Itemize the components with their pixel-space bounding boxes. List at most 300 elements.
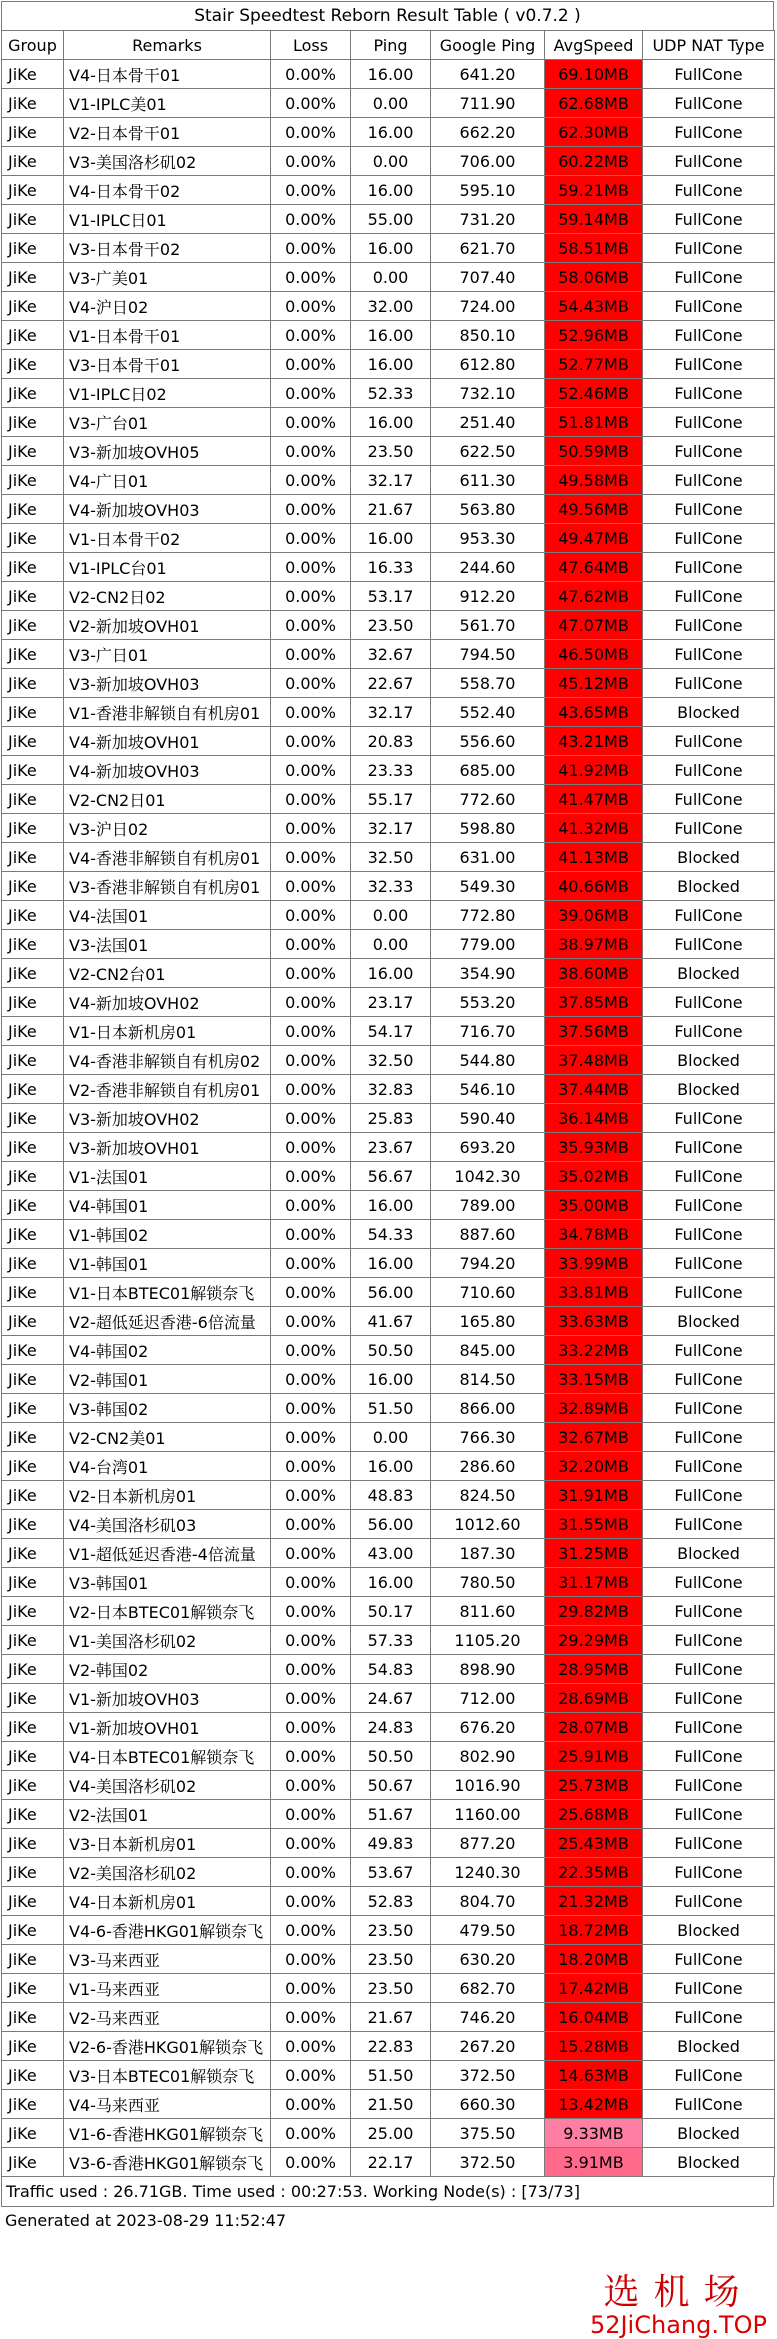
cell-avgspeed: 37.56MB bbox=[545, 1017, 643, 1046]
table-row bbox=[2, 466, 775, 495]
header-ping: Ping bbox=[351, 31, 431, 60]
cell-udp-nat-type: FullCone bbox=[643, 1974, 775, 2003]
cell-google-ping: 546.10 bbox=[431, 1075, 545, 1104]
cell-avgspeed: 18.72MB bbox=[545, 1916, 643, 1945]
cell-ping: 23.50 bbox=[351, 1916, 431, 1945]
cell-group: JiKe bbox=[2, 89, 64, 118]
cell-udp-nat-type: FullCone bbox=[643, 669, 775, 698]
cell-avgspeed: 14.63MB bbox=[545, 2061, 643, 2090]
cell-google-ping: 707.40 bbox=[431, 263, 545, 292]
table-row bbox=[2, 2119, 775, 2148]
cell-group: JiKe bbox=[2, 1046, 64, 1075]
cell-group: JiKe bbox=[2, 147, 64, 176]
cell-google-ping: 877.20 bbox=[431, 1829, 545, 1858]
header-loss: Loss bbox=[271, 31, 351, 60]
table-row bbox=[2, 582, 775, 611]
cell-udp-nat-type: FullCone bbox=[643, 1510, 775, 1539]
generated-timestamp: Generated at 2023-08-29 11:52:47 bbox=[5, 2211, 287, 2230]
cell-udp-nat-type: FullCone bbox=[643, 1452, 775, 1481]
cell-loss: 0.00% bbox=[271, 1568, 351, 1597]
cell-ping: 56.67 bbox=[351, 1162, 431, 1191]
cell-ping: 56.00 bbox=[351, 1510, 431, 1539]
table-row bbox=[2, 1742, 775, 1771]
cell-ping: 0.00 bbox=[351, 930, 431, 959]
cell-google-ping: 598.80 bbox=[431, 814, 545, 843]
cell-udp-nat-type: FullCone bbox=[643, 321, 775, 350]
cell-avgspeed: 22.35MB bbox=[545, 1858, 643, 1887]
cell-avgspeed: 45.12MB bbox=[545, 669, 643, 698]
cell-google-ping: 693.20 bbox=[431, 1133, 545, 1162]
cell-ping: 16.00 bbox=[351, 959, 431, 988]
cell-remarks: V2-日本骨干01 bbox=[64, 118, 271, 147]
cell-group: JiKe bbox=[2, 1742, 64, 1771]
cell-group: JiKe bbox=[2, 1626, 64, 1655]
cell-ping: 51.50 bbox=[351, 2061, 431, 2090]
table-row bbox=[2, 263, 775, 292]
cell-remarks: V3-日本BTEC01解锁奈飞 bbox=[64, 2061, 271, 2090]
cell-loss: 0.00% bbox=[271, 350, 351, 379]
cell-group: JiKe bbox=[2, 1104, 64, 1133]
cell-remarks: V4-沪日02 bbox=[64, 292, 271, 321]
cell-group: JiKe bbox=[2, 2148, 64, 2177]
cell-udp-nat-type: Blocked bbox=[643, 1075, 775, 1104]
cell-loss: 0.00% bbox=[271, 1249, 351, 1278]
cell-ping: 16.00 bbox=[351, 524, 431, 553]
cell-group: JiKe bbox=[2, 495, 64, 524]
cell-google-ping: 662.20 bbox=[431, 118, 545, 147]
cell-avgspeed: 33.81MB bbox=[545, 1278, 643, 1307]
cell-group: JiKe bbox=[2, 1945, 64, 1974]
cell-google-ping: 372.50 bbox=[431, 2148, 545, 2177]
cell-ping: 22.17 bbox=[351, 2148, 431, 2177]
cell-ping: 24.67 bbox=[351, 1684, 431, 1713]
table-row bbox=[2, 1162, 775, 1191]
cell-group: JiKe bbox=[2, 1191, 64, 1220]
cell-group: JiKe bbox=[2, 1336, 64, 1365]
cell-avgspeed: 41.13MB bbox=[545, 843, 643, 872]
cell-group: JiKe bbox=[2, 2090, 64, 2119]
cell-remarks: V1-新加坡OVH03 bbox=[64, 1684, 271, 1713]
cell-loss: 0.00% bbox=[271, 1916, 351, 1945]
cell-google-ping: 622.50 bbox=[431, 437, 545, 466]
cell-remarks: V4-法国01 bbox=[64, 901, 271, 930]
cell-loss: 0.00% bbox=[271, 1133, 351, 1162]
cell-loss: 0.00% bbox=[271, 292, 351, 321]
cell-ping: 21.67 bbox=[351, 2003, 431, 2032]
cell-ping: 54.83 bbox=[351, 1655, 431, 1684]
cell-group: JiKe bbox=[2, 466, 64, 495]
cell-avgspeed: 49.58MB bbox=[545, 466, 643, 495]
cell-avgspeed: 47.07MB bbox=[545, 611, 643, 640]
cell-ping: 23.50 bbox=[351, 437, 431, 466]
cell-group: JiKe bbox=[2, 988, 64, 1017]
table-row bbox=[2, 321, 775, 350]
table-row bbox=[2, 292, 775, 321]
cell-udp-nat-type: FullCone bbox=[643, 1365, 775, 1394]
cell-loss: 0.00% bbox=[271, 234, 351, 263]
cell-loss: 0.00% bbox=[271, 1597, 351, 1626]
cell-google-ping: 866.00 bbox=[431, 1394, 545, 1423]
table-body bbox=[2, 60, 775, 2177]
cell-avgspeed: 28.95MB bbox=[545, 1655, 643, 1684]
cell-udp-nat-type: Blocked bbox=[643, 698, 775, 727]
cell-udp-nat-type: FullCone bbox=[643, 1713, 775, 1742]
cell-ping: 25.83 bbox=[351, 1104, 431, 1133]
cell-loss: 0.00% bbox=[271, 1017, 351, 1046]
cell-google-ping: 612.80 bbox=[431, 350, 545, 379]
table-row bbox=[2, 988, 775, 1017]
cell-ping: 21.67 bbox=[351, 495, 431, 524]
cell-avgspeed: 36.14MB bbox=[545, 1104, 643, 1133]
cell-ping: 55.00 bbox=[351, 205, 431, 234]
cell-ping: 24.83 bbox=[351, 1713, 431, 1742]
cell-group: JiKe bbox=[2, 959, 64, 988]
cell-ping: 16.00 bbox=[351, 1191, 431, 1220]
table-row bbox=[2, 1626, 775, 1655]
cell-udp-nat-type: FullCone bbox=[643, 1684, 775, 1713]
cell-loss: 0.00% bbox=[271, 988, 351, 1017]
table-row bbox=[2, 1597, 775, 1626]
cell-remarks: V2-6-香港HKG01解锁奈飞 bbox=[64, 2032, 271, 2061]
cell-group: JiKe bbox=[2, 1481, 64, 1510]
cell-group: JiKe bbox=[2, 1133, 64, 1162]
cell-google-ping: 814.50 bbox=[431, 1365, 545, 1394]
cell-udp-nat-type: FullCone bbox=[643, 1278, 775, 1307]
cell-loss: 0.00% bbox=[271, 1510, 351, 1539]
cell-loss: 0.00% bbox=[271, 1075, 351, 1104]
cell-group: JiKe bbox=[2, 437, 64, 466]
cell-loss: 0.00% bbox=[271, 1684, 351, 1713]
table-row bbox=[2, 350, 775, 379]
cell-ping: 16.00 bbox=[351, 1365, 431, 1394]
cell-avgspeed: 59.21MB bbox=[545, 176, 643, 205]
table-row bbox=[2, 2032, 775, 2061]
cell-udp-nat-type: FullCone bbox=[643, 1568, 775, 1597]
cell-remarks: V3-6-香港HKG01解锁奈飞 bbox=[64, 2148, 271, 2177]
cell-remarks: V2-CN2台01 bbox=[64, 959, 271, 988]
cell-udp-nat-type: FullCone bbox=[643, 988, 775, 1017]
cell-ping: 52.33 bbox=[351, 379, 431, 408]
cell-google-ping: 912.20 bbox=[431, 582, 545, 611]
cell-remarks: V2-日本新机房01 bbox=[64, 1481, 271, 1510]
cell-remarks: V3-香港非解锁自有机房01 bbox=[64, 872, 271, 901]
cell-ping: 21.50 bbox=[351, 2090, 431, 2119]
cell-remarks: V3-日本骨干02 bbox=[64, 234, 271, 263]
cell-ping: 25.00 bbox=[351, 2119, 431, 2148]
cell-loss: 0.00% bbox=[271, 205, 351, 234]
cell-ping: 16.00 bbox=[351, 1249, 431, 1278]
cell-udp-nat-type: FullCone bbox=[643, 814, 775, 843]
cell-group: JiKe bbox=[2, 1713, 64, 1742]
cell-avgspeed: 28.07MB bbox=[545, 1713, 643, 1742]
cell-avgspeed: 60.22MB bbox=[545, 147, 643, 176]
cell-group: JiKe bbox=[2, 60, 64, 89]
cell-remarks: V1-新加坡OVH01 bbox=[64, 1713, 271, 1742]
cell-remarks: V4-韩国01 bbox=[64, 1191, 271, 1220]
cell-google-ping: 712.00 bbox=[431, 1684, 545, 1713]
cell-group: JiKe bbox=[2, 582, 64, 611]
cell-avgspeed: 46.50MB bbox=[545, 640, 643, 669]
table-row bbox=[2, 1829, 775, 1858]
cell-loss: 0.00% bbox=[271, 1945, 351, 1974]
table-row bbox=[2, 234, 775, 263]
cell-ping: 56.00 bbox=[351, 1278, 431, 1307]
cell-udp-nat-type: FullCone bbox=[643, 1133, 775, 1162]
cell-avgspeed: 25.68MB bbox=[545, 1800, 643, 1829]
table-row bbox=[2, 553, 775, 582]
cell-remarks: V2-新加坡OVH01 bbox=[64, 611, 271, 640]
cell-google-ping: 887.60 bbox=[431, 1220, 545, 1249]
result-table bbox=[1, 30, 775, 2177]
cell-google-ping: 1012.60 bbox=[431, 1510, 545, 1539]
cell-avgspeed: 43.21MB bbox=[545, 727, 643, 756]
cell-ping: 50.50 bbox=[351, 1336, 431, 1365]
cell-remarks: V3-新加坡OVH01 bbox=[64, 1133, 271, 1162]
cell-remarks: V4-新加坡OVH03 bbox=[64, 495, 271, 524]
cell-loss: 0.00% bbox=[271, 1162, 351, 1191]
cell-ping: 32.00 bbox=[351, 292, 431, 321]
cell-udp-nat-type: Blocked bbox=[643, 959, 775, 988]
table-row bbox=[2, 1249, 775, 1278]
cell-loss: 0.00% bbox=[271, 1858, 351, 1887]
cell-udp-nat-type: FullCone bbox=[643, 350, 775, 379]
cell-udp-nat-type: FullCone bbox=[643, 1191, 775, 1220]
cell-ping: 0.00 bbox=[351, 1423, 431, 1452]
cell-udp-nat-type: FullCone bbox=[643, 1742, 775, 1771]
cell-remarks: V1-日本新机房01 bbox=[64, 1017, 271, 1046]
header-google-ping: Google Ping bbox=[431, 31, 545, 60]
cell-udp-nat-type: FullCone bbox=[643, 379, 775, 408]
cell-avgspeed: 33.99MB bbox=[545, 1249, 643, 1278]
cell-avgspeed: 62.68MB bbox=[545, 89, 643, 118]
cell-avgspeed: 17.42MB bbox=[545, 1974, 643, 2003]
cell-avgspeed: 32.20MB bbox=[545, 1452, 643, 1481]
cell-group: JiKe bbox=[2, 1394, 64, 1423]
cell-google-ping: 898.90 bbox=[431, 1655, 545, 1684]
cell-udp-nat-type: FullCone bbox=[643, 2061, 775, 2090]
header-group: Group bbox=[2, 31, 64, 60]
cell-group: JiKe bbox=[2, 1510, 64, 1539]
cell-google-ping: 611.30 bbox=[431, 466, 545, 495]
cell-ping: 16.00 bbox=[351, 321, 431, 350]
cell-ping: 53.67 bbox=[351, 1858, 431, 1887]
cell-ping: 16.00 bbox=[351, 234, 431, 263]
cell-udp-nat-type: FullCone bbox=[643, 1945, 775, 1974]
cell-remarks: V4-日本BTEC01解锁奈飞 bbox=[64, 1742, 271, 1771]
cell-google-ping: 556.60 bbox=[431, 727, 545, 756]
cell-avgspeed: 54.43MB bbox=[545, 292, 643, 321]
table-row bbox=[2, 1191, 775, 1220]
table-row bbox=[2, 930, 775, 959]
cell-google-ping: 1160.00 bbox=[431, 1800, 545, 1829]
cell-loss: 0.00% bbox=[271, 1655, 351, 1684]
cell-udp-nat-type: FullCone bbox=[643, 1655, 775, 1684]
cell-udp-nat-type: FullCone bbox=[643, 1249, 775, 1278]
header-avgspeed: AvgSpeed bbox=[545, 31, 643, 60]
cell-ping: 16.00 bbox=[351, 60, 431, 89]
cell-google-ping: 780.50 bbox=[431, 1568, 545, 1597]
cell-avgspeed: 13.42MB bbox=[545, 2090, 643, 2119]
header-remarks: Remarks bbox=[64, 31, 271, 60]
cell-avgspeed: 16.04MB bbox=[545, 2003, 643, 2032]
cell-ping: 16.00 bbox=[351, 1452, 431, 1481]
table-row bbox=[2, 1713, 775, 1742]
cell-loss: 0.00% bbox=[271, 408, 351, 437]
cell-google-ping: 590.40 bbox=[431, 1104, 545, 1133]
cell-udp-nat-type: FullCone bbox=[643, 292, 775, 321]
cell-remarks: V4-台湾01 bbox=[64, 1452, 271, 1481]
cell-avgspeed: 41.92MB bbox=[545, 756, 643, 785]
cell-udp-nat-type: FullCone bbox=[643, 263, 775, 292]
cell-group: JiKe bbox=[2, 1220, 64, 1249]
cell-google-ping: 779.00 bbox=[431, 930, 545, 959]
cell-loss: 0.00% bbox=[271, 2148, 351, 2177]
cell-avgspeed: 52.96MB bbox=[545, 321, 643, 350]
result-sheet bbox=[1, 1, 774, 2235]
cell-group: JiKe bbox=[2, 2003, 64, 2032]
cell-loss: 0.00% bbox=[271, 698, 351, 727]
cell-udp-nat-type: FullCone bbox=[643, 1597, 775, 1626]
cell-group: JiKe bbox=[2, 872, 64, 901]
cell-ping: 23.50 bbox=[351, 1974, 431, 2003]
table-row bbox=[2, 611, 775, 640]
table-row bbox=[2, 1510, 775, 1539]
cell-ping: 51.67 bbox=[351, 1800, 431, 1829]
cell-group: JiKe bbox=[2, 1278, 64, 1307]
table-row bbox=[2, 727, 775, 756]
cell-avgspeed: 31.25MB bbox=[545, 1539, 643, 1568]
cell-avgspeed: 25.73MB bbox=[545, 1771, 643, 1800]
cell-google-ping: 845.00 bbox=[431, 1336, 545, 1365]
cell-remarks: V1-马来西亚 bbox=[64, 1974, 271, 2003]
cell-ping: 50.50 bbox=[351, 1742, 431, 1771]
cell-google-ping: 1240.30 bbox=[431, 1858, 545, 1887]
cell-google-ping: 631.00 bbox=[431, 843, 545, 872]
cell-ping: 22.83 bbox=[351, 2032, 431, 2061]
table-row bbox=[2, 205, 775, 234]
cell-udp-nat-type: FullCone bbox=[643, 1104, 775, 1133]
cell-group: JiKe bbox=[2, 1887, 64, 1916]
cell-udp-nat-type: FullCone bbox=[643, 234, 775, 263]
cell-loss: 0.00% bbox=[271, 1800, 351, 1829]
cell-group: JiKe bbox=[2, 1829, 64, 1858]
cell-avgspeed: 29.82MB bbox=[545, 1597, 643, 1626]
cell-remarks: V2-CN2日01 bbox=[64, 785, 271, 814]
cell-google-ping: 1105.20 bbox=[431, 1626, 545, 1655]
cell-avgspeed: 38.60MB bbox=[545, 959, 643, 988]
cell-google-ping: 676.20 bbox=[431, 1713, 545, 1742]
cell-remarks: V3-韩国02 bbox=[64, 1394, 271, 1423]
table-row bbox=[2, 872, 775, 901]
cell-loss: 0.00% bbox=[271, 756, 351, 785]
cell-ping: 32.17 bbox=[351, 466, 431, 495]
cell-udp-nat-type: FullCone bbox=[643, 1800, 775, 1829]
cell-google-ping: 731.20 bbox=[431, 205, 545, 234]
table-row bbox=[2, 1655, 775, 1684]
cell-group: JiKe bbox=[2, 1365, 64, 1394]
cell-group: JiKe bbox=[2, 1017, 64, 1046]
cell-ping: 23.33 bbox=[351, 756, 431, 785]
cell-remarks: V2-法国01 bbox=[64, 1800, 271, 1829]
cell-loss: 0.00% bbox=[271, 437, 351, 466]
cell-google-ping: 267.20 bbox=[431, 2032, 545, 2061]
cell-udp-nat-type: FullCone bbox=[643, 1858, 775, 1887]
table-row bbox=[2, 640, 775, 669]
cell-avgspeed: 31.91MB bbox=[545, 1481, 643, 1510]
cell-google-ping: 724.00 bbox=[431, 292, 545, 321]
cell-google-ping: 804.70 bbox=[431, 1887, 545, 1916]
table-row bbox=[2, 147, 775, 176]
cell-group: JiKe bbox=[2, 611, 64, 640]
cell-avgspeed: 69.10MB bbox=[545, 60, 643, 89]
cell-group: JiKe bbox=[2, 814, 64, 843]
cell-avgspeed: 34.78MB bbox=[545, 1220, 643, 1249]
cell-remarks: V2-超低延迟香港-6倍流量 bbox=[64, 1307, 271, 1336]
cell-remarks: V4-美国洛杉矶03 bbox=[64, 1510, 271, 1539]
cell-ping: 41.67 bbox=[351, 1307, 431, 1336]
cell-udp-nat-type: Blocked bbox=[643, 2148, 775, 2177]
cell-google-ping: 561.70 bbox=[431, 611, 545, 640]
cell-avgspeed: 31.17MB bbox=[545, 1568, 643, 1597]
cell-avgspeed: 3.91MB bbox=[545, 2148, 643, 2177]
cell-group: JiKe bbox=[2, 118, 64, 147]
cell-avgspeed: 62.30MB bbox=[545, 118, 643, 147]
cell-udp-nat-type: FullCone bbox=[643, 466, 775, 495]
cell-loss: 0.00% bbox=[271, 1974, 351, 2003]
cell-remarks: V4-日本骨干02 bbox=[64, 176, 271, 205]
cell-ping: 16.00 bbox=[351, 176, 431, 205]
cell-ping: 32.67 bbox=[351, 640, 431, 669]
cell-avgspeed: 32.67MB bbox=[545, 1423, 643, 1452]
cell-loss: 0.00% bbox=[271, 1771, 351, 1800]
cell-udp-nat-type: FullCone bbox=[643, 408, 775, 437]
cell-loss: 0.00% bbox=[271, 60, 351, 89]
cell-remarks: V2-韩国02 bbox=[64, 1655, 271, 1684]
cell-ping: 52.83 bbox=[351, 1887, 431, 1916]
cell-google-ping: 630.20 bbox=[431, 1945, 545, 1974]
cell-loss: 0.00% bbox=[271, 1713, 351, 1742]
cell-udp-nat-type: FullCone bbox=[643, 524, 775, 553]
cell-ping: 32.17 bbox=[351, 814, 431, 843]
cell-udp-nat-type: FullCone bbox=[643, 1481, 775, 1510]
cell-loss: 0.00% bbox=[271, 930, 351, 959]
table-row bbox=[2, 2148, 775, 2177]
cell-google-ping: 732.10 bbox=[431, 379, 545, 408]
cell-udp-nat-type: FullCone bbox=[643, 1626, 775, 1655]
cell-remarks: V3-日本新机房01 bbox=[64, 1829, 271, 1858]
cell-udp-nat-type: FullCone bbox=[643, 118, 775, 147]
cell-remarks: V1-日本骨干02 bbox=[64, 524, 271, 553]
cell-group: JiKe bbox=[2, 1771, 64, 1800]
cell-udp-nat-type: FullCone bbox=[643, 2090, 775, 2119]
cell-avgspeed: 28.69MB bbox=[545, 1684, 643, 1713]
cell-remarks: V3-新加坡OVH02 bbox=[64, 1104, 271, 1133]
cell-ping: 54.17 bbox=[351, 1017, 431, 1046]
cell-udp-nat-type: FullCone bbox=[643, 1220, 775, 1249]
cell-ping: 53.17 bbox=[351, 582, 431, 611]
table-row bbox=[2, 379, 775, 408]
cell-ping: 22.67 bbox=[351, 669, 431, 698]
cell-avgspeed: 47.62MB bbox=[545, 582, 643, 611]
cell-remarks: V1-IPLC台01 bbox=[64, 553, 271, 582]
table-row bbox=[2, 1394, 775, 1423]
cell-loss: 0.00% bbox=[271, 379, 351, 408]
cell-loss: 0.00% bbox=[271, 1394, 351, 1423]
table-row bbox=[2, 1771, 775, 1800]
cell-udp-nat-type: FullCone bbox=[643, 611, 775, 640]
cell-loss: 0.00% bbox=[271, 1423, 351, 1452]
cell-remarks: V3-广日01 bbox=[64, 640, 271, 669]
